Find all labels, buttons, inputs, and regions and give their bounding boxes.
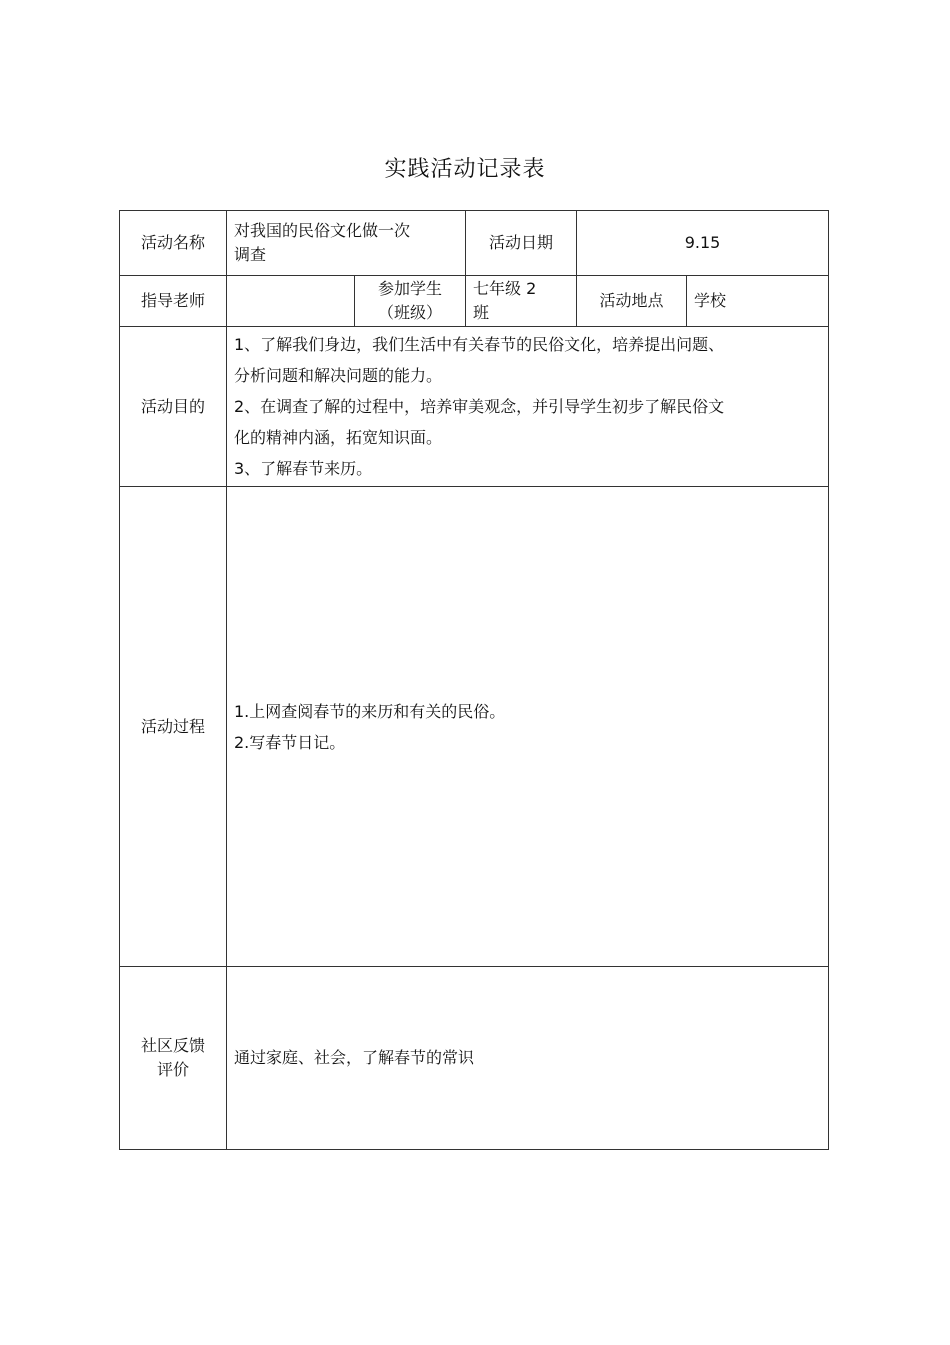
goal-label: 活动目的 bbox=[120, 327, 227, 487]
student-label-line-2: （班级） bbox=[378, 303, 443, 322]
activity-name-line-2: 调查 bbox=[234, 245, 267, 264]
student-label-line-1: 参加学生 bbox=[378, 279, 443, 298]
activity-name-line-1: 对我国的民俗文化做一次 bbox=[234, 221, 411, 240]
goal-content bbox=[227, 327, 829, 487]
activity-date-value: 9.15 bbox=[577, 211, 829, 276]
student-value-line-1: 七年级 2 bbox=[473, 279, 537, 298]
goal-line: 3、了解春节来历。 bbox=[234, 459, 373, 478]
process-content bbox=[227, 487, 829, 967]
place-label: 活动地点 bbox=[577, 276, 687, 327]
teacher-label: 指导老师 bbox=[120, 276, 227, 327]
student-value bbox=[466, 276, 577, 327]
activity-name-value bbox=[227, 211, 466, 276]
row-activity-name bbox=[120, 211, 829, 276]
feedback-label-line-2: 评价 bbox=[156, 1060, 189, 1079]
activity-name-label: 活动名称 bbox=[120, 211, 227, 276]
process-label: 活动过程 bbox=[120, 487, 227, 967]
row-teacher bbox=[120, 276, 829, 327]
student-value-line-2: 班 bbox=[473, 303, 490, 322]
goal-line: 分析问题和解决问题的能力。 bbox=[234, 366, 443, 385]
goal-line: 化的精神内涵，拓宽知识面。 bbox=[234, 428, 443, 447]
activity-record-table bbox=[119, 210, 829, 1150]
feedback-label-line-1: 社区反馈 bbox=[140, 1036, 205, 1055]
process-line: 1.上网查阅春节的来历和有关的民俗。 bbox=[234, 701, 506, 721]
process-line: 2.写春节日记。 bbox=[234, 732, 346, 752]
feedback-value: 通过家庭、社会，了解春节的常识 bbox=[227, 967, 829, 1150]
activity-date-label: 活动日期 bbox=[466, 211, 577, 276]
goal-line: 2、在调查了解的过程中，培养审美观念，并引导学生初步了解民俗文 bbox=[234, 397, 725, 416]
feedback-label bbox=[120, 967, 227, 1150]
row-goal bbox=[120, 327, 829, 487]
place-value: 学校 bbox=[687, 276, 829, 327]
goal-line: 1、了解我们身边，我们生活中有关春节的民俗文化，培养提出问题、 bbox=[234, 335, 725, 354]
row-feedback bbox=[120, 967, 829, 1150]
page-title: 实践活动记录表 bbox=[384, 157, 546, 182]
teacher-value bbox=[227, 276, 355, 327]
student-label bbox=[355, 276, 466, 327]
row-process bbox=[120, 487, 829, 967]
